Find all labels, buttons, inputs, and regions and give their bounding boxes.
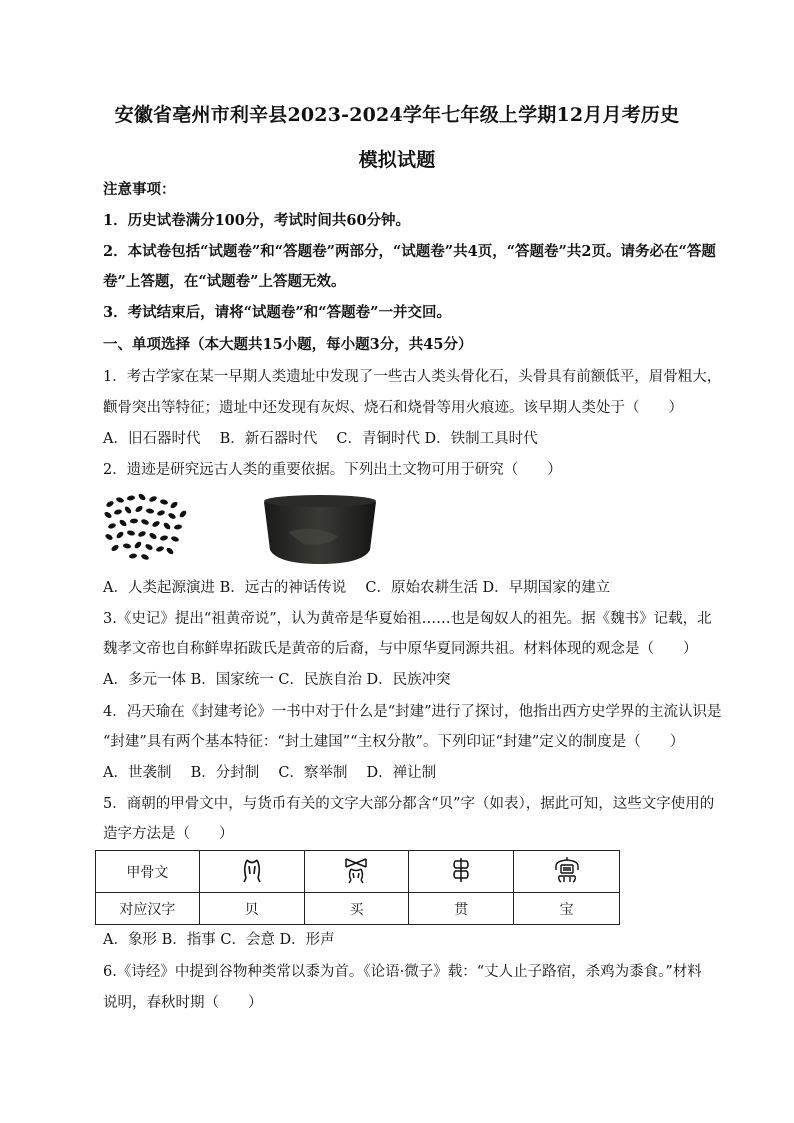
- oracle-bao-glyph: [553, 856, 581, 884]
- oracle-bone-table: [95, 850, 620, 925]
- title-line-1: 安徽省亳州市利辛县2023-2024学年七年级上学期12月月考历史: [114, 104, 680, 126]
- millet-grains-image: [100, 490, 195, 565]
- notice-item: 卷”上答题，在“试题卷”上答题无效。: [103, 273, 346, 290]
- table-row-label: 甲骨文: [96, 851, 200, 893]
- question-5-options: A．象形 B．指事 C．会意 D．形声: [103, 932, 335, 948]
- question-5-text: 5．商朝的甲骨文中，与货币有关的文字大部分都含“贝”字（如表），据此可知，这些文字使用的: [103, 796, 715, 812]
- question-1-text: 1．考古学家在某一早期人类遗址中发现了一些古人类头骨化石，头骨具有前额低平，眉骨粗大，: [103, 369, 722, 385]
- title-line-2: 模拟试题: [358, 149, 436, 171]
- notice-item: 2．本试卷包括“试题卷”和“答题卷”两部分，“试题卷”共4页，“答题卷”共2页。请务必在“答题: [103, 243, 716, 260]
- question-2-options: A．人类起源演进 B．远古的神话传说 C．原始农耕生活 D．早期国家的建立: [103, 580, 611, 596]
- question-4-text: “封建”具有两个基本特征：“封土建国”“主权分散”。下列印证“封建”定义的制度是（ ）: [103, 734, 685, 750]
- question-3-text: 3.《史记》提出“祖黄帝说”，认为黄帝是华夏始祖……也是匈奴人的祖先。据《魏书》记载，北: [103, 611, 712, 627]
- oracle-guan-glyph: [447, 856, 475, 884]
- question-1-text: 颧骨突出等特征；遗址中还发现有灰烬、烧石和烧骨等用火痕迹。该早期人类处于（ ）: [103, 400, 683, 416]
- question-6-text: 说明，春秋时期（ ）: [103, 995, 263, 1011]
- question-4-options: A．世袭制 B．分封制 C．察举制 D．禅让制: [103, 765, 437, 781]
- question-3-text: 魏孝文帝也自称鲜卑拓跋氏是黄帝的后裔，与中原华夏同源共祖。材料体现的观念是（ ）: [103, 641, 698, 657]
- table-cell: 宝: [514, 893, 620, 925]
- table-row-label: 对应汉字: [96, 893, 200, 925]
- question-1-options: A．旧石器时代 B．新石器时代 C．青铜时代 D．铁制工具时代: [103, 431, 538, 447]
- pottery-vessel-image: [258, 492, 383, 567]
- oracle-bei-glyph: [238, 856, 266, 884]
- table-cell: 贯: [409, 893, 514, 925]
- oracle-mai-glyph: [342, 856, 370, 884]
- question-3-options: A．多元一体 B．国家统一 C．民族自治 D．民族冲突: [103, 672, 451, 688]
- notice-heading: 注意事项：: [103, 181, 176, 198]
- question-5-text: 造字方法是（ ）: [103, 826, 234, 842]
- section-heading: 一、单项选择（本大题共15小题，每小题3分，共45分）: [103, 336, 473, 353]
- question-4-text: 4．冯天瑜在《封建考论》一书中对于什么是“封建”进行了探讨，他指出西方史学界的主流认识是: [103, 704, 722, 720]
- notice-item: 1．历史试卷满分100分，考试时间共60分钟。: [103, 212, 411, 229]
- table-cell: 贝: [199, 893, 304, 925]
- table-cell: 买: [304, 893, 409, 925]
- notice-item: 3．考试结束后，请将“试题卷”和“答题卷”一并交回。: [103, 304, 451, 321]
- question-6-text: 6.《诗经》中提到谷物种类常以黍为首。《论语·微子》载：“丈人止子路宿，杀鸡为黍食。”材料: [103, 964, 702, 980]
- question-2-text: 2．遗迹是研究远古人类的重要依据。下列出土文物可用于研究（ ）: [103, 462, 562, 478]
